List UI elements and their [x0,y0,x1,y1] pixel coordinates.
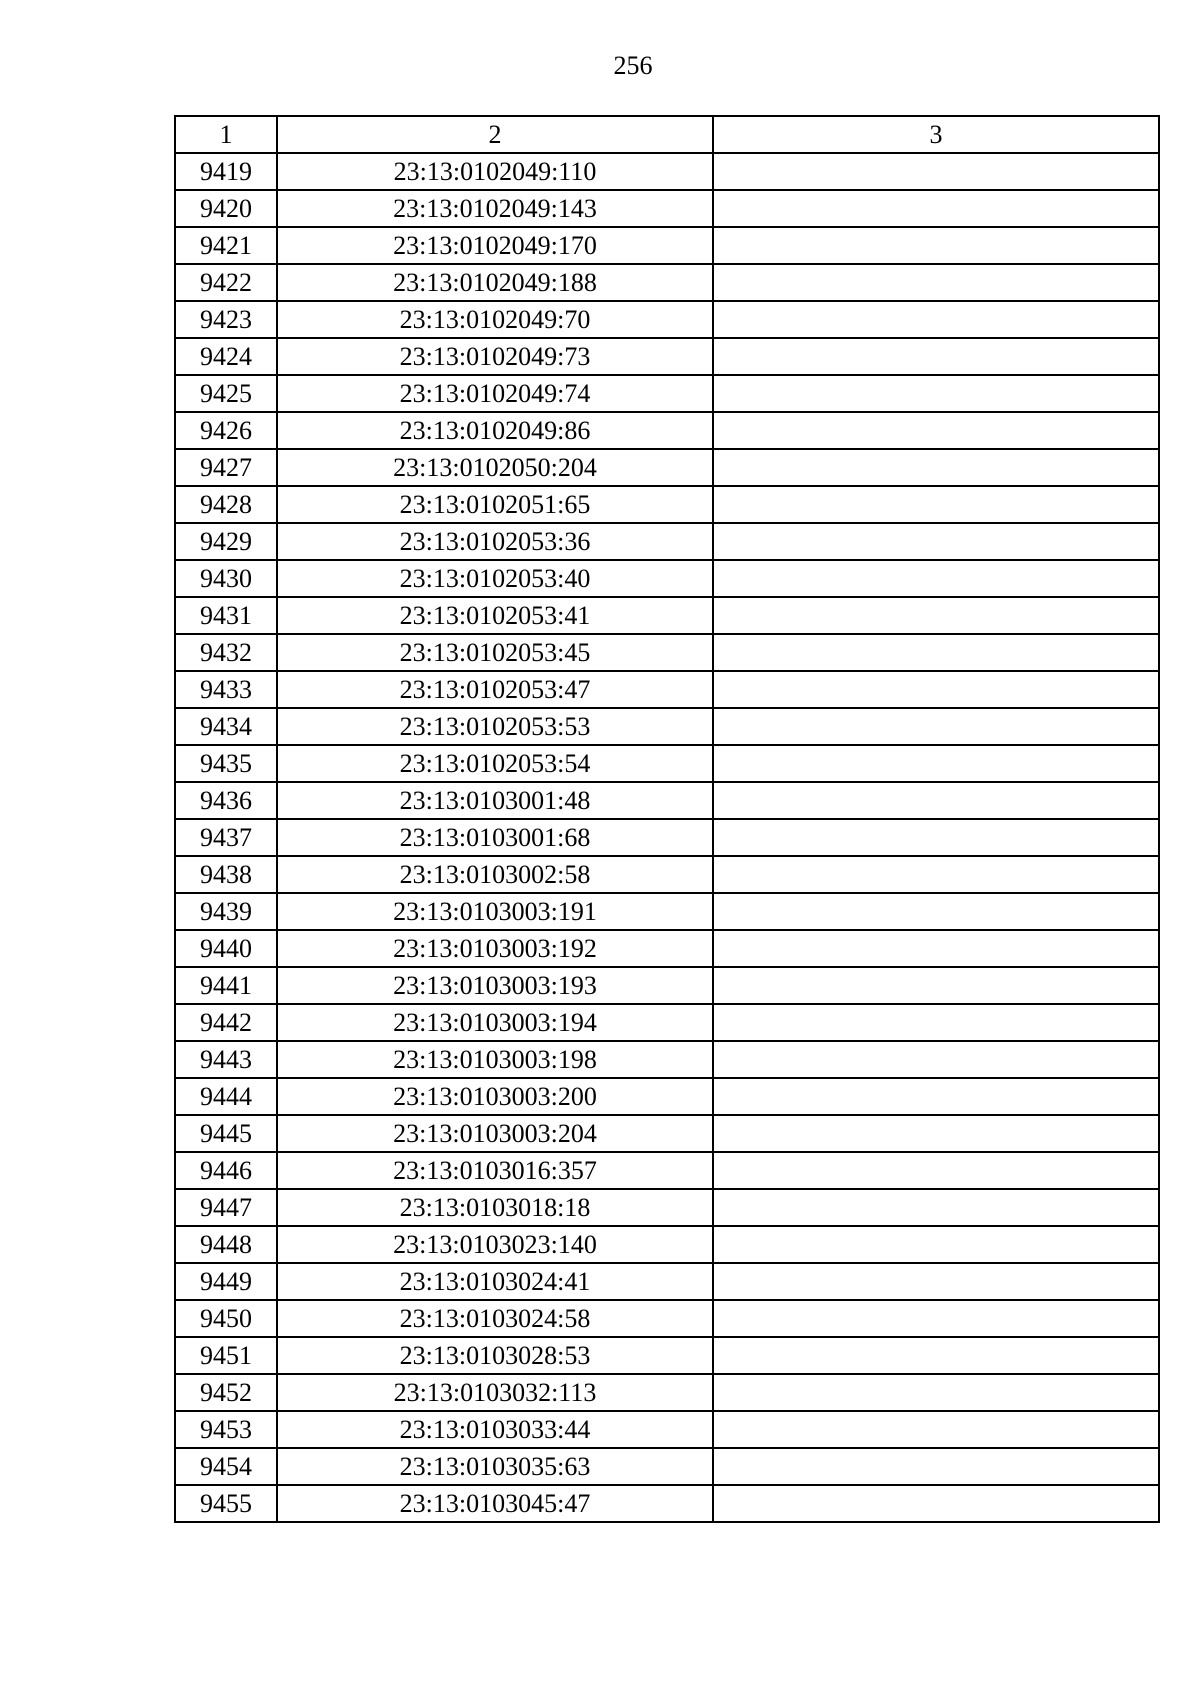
cadastral-number-cell: 23:13:0102050:204 [277,449,713,486]
notes-cell [713,486,1159,523]
notes-cell [713,1448,1159,1485]
notes-cell [713,1226,1159,1263]
row-number-cell: 9428 [175,486,277,523]
notes-cell [713,1078,1159,1115]
table-row [175,486,1159,523]
registry-table [174,115,1160,1523]
cadastral-number-cell: 23:13:0103003:204 [277,1115,713,1152]
table-row [175,1226,1159,1263]
cadastral-number-cell: 23:13:0103032:113 [277,1374,713,1411]
table-row [175,560,1159,597]
row-number-cell: 9436 [175,782,277,819]
cadastral-number-cell: 23:13:0103023:140 [277,1226,713,1263]
cadastral-number-cell: 23:13:0103018:18 [277,1189,713,1226]
cadastral-number-cell: 23:13:0103024:58 [277,1300,713,1337]
table-row [175,523,1159,560]
cadastral-number-cell: 23:13:0103028:53 [277,1337,713,1374]
cadastral-number-cell: 23:13:0102049:86 [277,412,713,449]
cadastral-number-cell: 23:13:0103003:194 [277,1004,713,1041]
cadastral-number-cell: 23:13:0102049:143 [277,190,713,227]
row-number-cell: 9452 [175,1374,277,1411]
row-number-cell: 9448 [175,1226,277,1263]
row-number-cell: 9453 [175,1411,277,1448]
table-row [175,597,1159,634]
table-row [175,708,1159,745]
row-number-cell: 9445 [175,1115,277,1152]
table-row [175,301,1159,338]
table-row [175,1485,1159,1522]
table-row [175,227,1159,264]
notes-cell [713,819,1159,856]
notes-cell [713,856,1159,893]
notes-cell [713,449,1159,486]
cadastral-number-cell: 23:13:0103001:68 [277,819,713,856]
cadastral-number-cell: 23:13:0102049:70 [277,301,713,338]
table-row [175,449,1159,486]
page-number: 256 [613,51,653,80]
table-row [175,153,1159,190]
cadastral-number-cell: 23:13:0102053:45 [277,634,713,671]
cadastral-number-cell: 23:13:0103003:191 [277,893,713,930]
column-header-1: 1 [175,116,277,153]
row-number-cell: 9451 [175,1337,277,1374]
cadastral-number-cell: 23:13:0103016:357 [277,1152,713,1189]
row-number-cell: 9435 [175,745,277,782]
row-number-cell: 9444 [175,1078,277,1115]
notes-cell [713,1300,1159,1337]
notes-cell [713,1485,1159,1522]
table-row [175,1004,1159,1041]
notes-cell [713,1374,1159,1411]
notes-cell [713,412,1159,449]
table-row [175,1189,1159,1226]
notes-cell [713,1004,1159,1041]
notes-cell [713,190,1159,227]
notes-cell [713,227,1159,264]
cadastral-number-cell: 23:13:0102049:170 [277,227,713,264]
cadastral-number-cell: 23:13:0103024:41 [277,1263,713,1300]
row-number-cell: 9449 [175,1263,277,1300]
row-number-cell: 9429 [175,523,277,560]
table-row [175,930,1159,967]
notes-cell [713,1411,1159,1448]
notes-cell [713,1189,1159,1226]
notes-cell [713,264,1159,301]
row-number-cell: 9426 [175,412,277,449]
cadastral-number-cell: 23:13:0103003:200 [277,1078,713,1115]
notes-cell [713,153,1159,190]
table-row [175,412,1159,449]
row-number-cell: 9432 [175,634,277,671]
table-row [175,967,1159,1004]
table-row [175,190,1159,227]
notes-cell [713,1115,1159,1152]
row-number-cell: 9450 [175,1300,277,1337]
table-row [175,1041,1159,1078]
cadastral-number-cell: 23:13:0102049:73 [277,338,713,375]
row-number-cell: 9443 [175,1041,277,1078]
table-row [175,893,1159,930]
cadastral-number-cell: 23:13:0102053:47 [277,671,713,708]
notes-cell [713,1337,1159,1374]
table-row [175,1300,1159,1337]
notes-cell [713,782,1159,819]
notes-cell [713,1152,1159,1189]
table-row [175,634,1159,671]
table-row [175,1152,1159,1189]
notes-cell [713,745,1159,782]
cadastral-number-cell: 23:13:0102053:36 [277,523,713,560]
table-row [175,782,1159,819]
cadastral-number-cell: 23:13:0102053:54 [277,745,713,782]
row-number-cell: 9454 [175,1448,277,1485]
row-number-cell: 9438 [175,856,277,893]
notes-cell [713,560,1159,597]
row-number-cell: 9440 [175,930,277,967]
cadastral-number-cell: 23:13:0103033:44 [277,1411,713,1448]
cadastral-number-cell: 23:13:0103003:193 [277,967,713,1004]
row-number-cell: 9434 [175,708,277,745]
notes-cell [713,930,1159,967]
cadastral-number-cell: 23:13:0103035:63 [277,1448,713,1485]
row-number-cell: 9427 [175,449,277,486]
cadastral-number-cell: 23:13:0103003:192 [277,930,713,967]
row-number-cell: 9423 [175,301,277,338]
notes-cell [713,597,1159,634]
row-number-cell: 9442 [175,1004,277,1041]
table-body [175,153,1159,1522]
column-header-2: 2 [277,116,713,153]
row-number-cell: 9439 [175,893,277,930]
notes-cell [713,634,1159,671]
table-row [175,1411,1159,1448]
notes-cell [713,301,1159,338]
notes-cell [713,523,1159,560]
cadastral-number-cell: 23:13:0102049:74 [277,375,713,412]
column-header-3: 3 [713,116,1159,153]
notes-cell [713,375,1159,412]
notes-cell [713,1263,1159,1300]
cadastral-number-cell: 23:13:0102049:110 [277,153,713,190]
cadastral-number-cell: 23:13:0102051:65 [277,486,713,523]
table-row [175,1448,1159,1485]
row-number-cell: 9425 [175,375,277,412]
row-number-cell: 9433 [175,671,277,708]
cadastral-number-cell: 23:13:0102053:40 [277,560,713,597]
cadastral-number-cell: 23:13:0103001:48 [277,782,713,819]
table-row [175,745,1159,782]
cadastral-number-cell: 23:13:0102053:53 [277,708,713,745]
notes-cell [713,967,1159,1004]
header-row [175,116,1159,153]
table-row [175,1115,1159,1152]
notes-cell [713,338,1159,375]
table-row [175,1337,1159,1374]
notes-cell [713,671,1159,708]
row-number-cell: 9424 [175,338,277,375]
cadastral-number-cell: 23:13:0102049:188 [277,264,713,301]
cadastral-number-cell: 23:13:0102053:41 [277,597,713,634]
row-number-cell: 9455 [175,1485,277,1522]
table-row [175,819,1159,856]
row-number-cell: 9421 [175,227,277,264]
cadastral-number-cell: 23:13:0103003:198 [277,1041,713,1078]
table-row [175,1263,1159,1300]
row-number-cell: 9441 [175,967,277,1004]
cadastral-number-cell: 23:13:0103045:47 [277,1485,713,1522]
table-row [175,1078,1159,1115]
row-number-cell: 9437 [175,819,277,856]
notes-cell [713,893,1159,930]
row-number-cell: 9446 [175,1152,277,1189]
cadastral-number-cell: 23:13:0103002:58 [277,856,713,893]
table-row [175,375,1159,412]
notes-cell [713,708,1159,745]
row-number-cell: 9419 [175,153,277,190]
row-number-cell: 9431 [175,597,277,634]
table-row [175,338,1159,375]
table-row [175,1374,1159,1411]
table-row [175,671,1159,708]
notes-cell [713,1041,1159,1078]
row-number-cell: 9422 [175,264,277,301]
row-number-cell: 9447 [175,1189,277,1226]
row-number-cell: 9420 [175,190,277,227]
row-number-cell: 9430 [175,560,277,597]
table-row [175,856,1159,893]
table-row [175,264,1159,301]
